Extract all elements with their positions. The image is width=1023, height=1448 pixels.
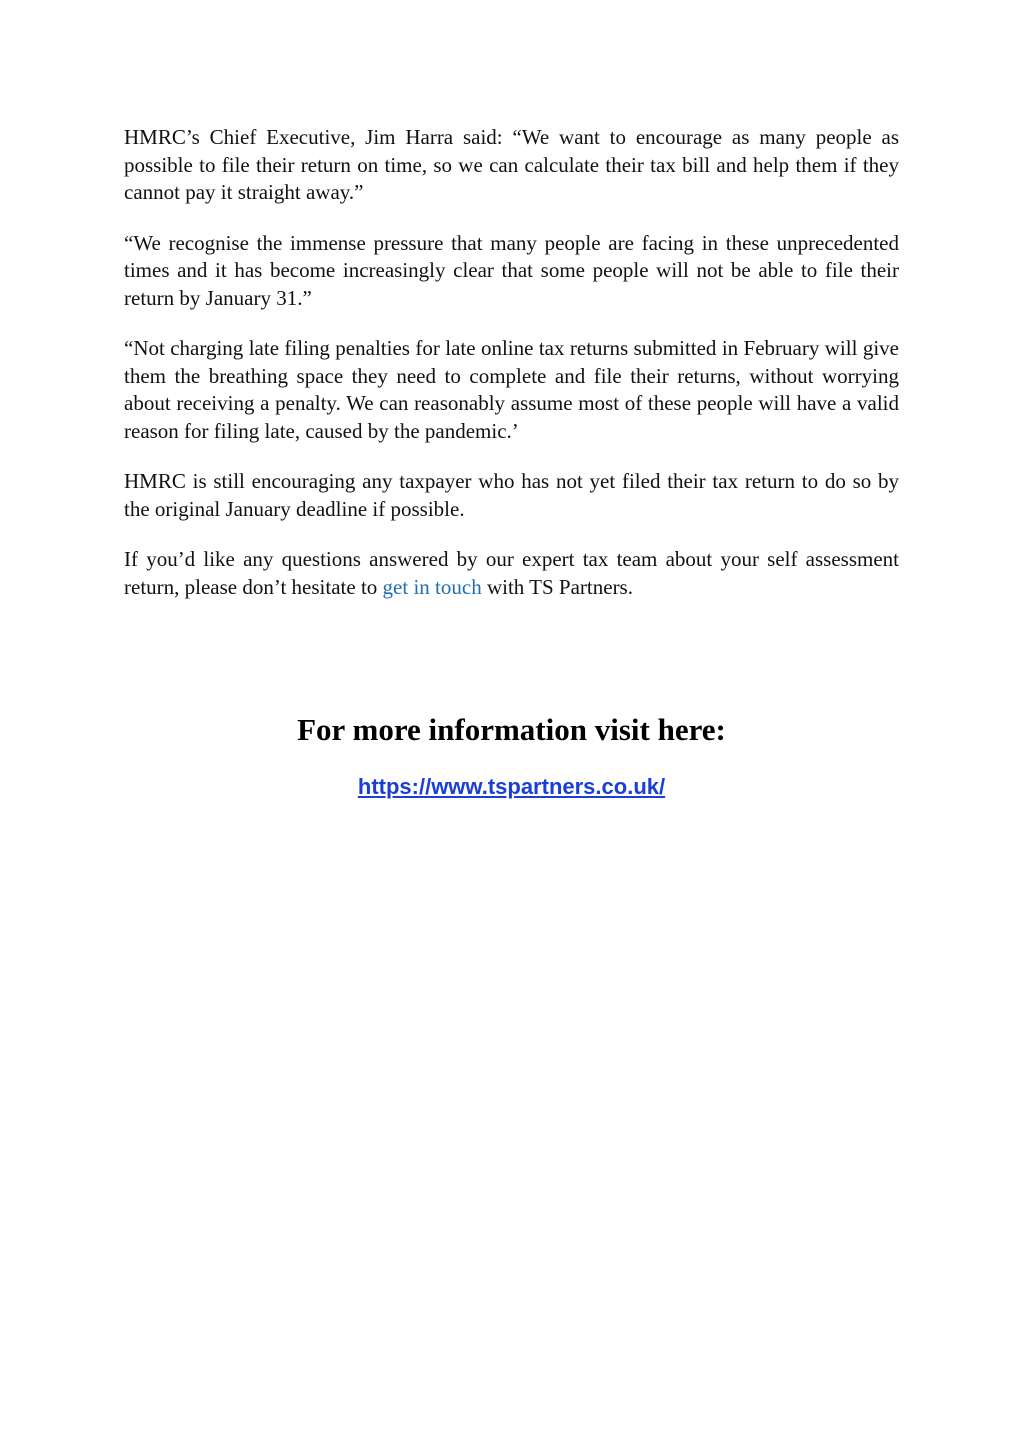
paragraph-encouraging: HMRC is still encouraging any taxpayer who has not yet filed their tax return to do so by the original January deadline if possible.: [124, 469, 899, 521]
contact-text-before: If you’d like any questions answered by our expert tax team about your self assessment return, please don’t hesitate to: [124, 547, 899, 599]
paragraph-quote-harra: HMRC’s Chief Executive, Jim Harra said: “We want to encourage as many people as possible to file their return on time, so we can calculate their tax bill and help them if they cannot pay it straight away.”: [124, 125, 899, 204]
get-in-touch-link[interactable]: get in touch: [382, 574, 482, 599]
contact-text-after: with TS Partners.: [481, 574, 633, 599]
document-body: [124, 124, 899, 624]
paragraph-quote-pressure: “We recognise the immense pressure that many people are facing in these unprecedented times and it has become increasingly clear that some people will not be able to file their return by January 31.”: [124, 230, 899, 310]
paragraph-contact: [124, 546, 899, 601]
website-link[interactable]: https://www.tspartners.co.uk/: [357, 774, 666, 799]
paragraph-quote-penalties: “Not charging late filing penalties for late online tax returns submitted in February will give them the breathing space they need to complete and file their returns, without worrying about receiving a penalty. We can reasonably assume most of these people will have a valid reason for filing late, caused by the pandemic.’: [124, 336, 899, 443]
more-info-heading: For more information visit here:: [297, 712, 726, 747]
website-url-line: [0, 772, 1023, 802]
